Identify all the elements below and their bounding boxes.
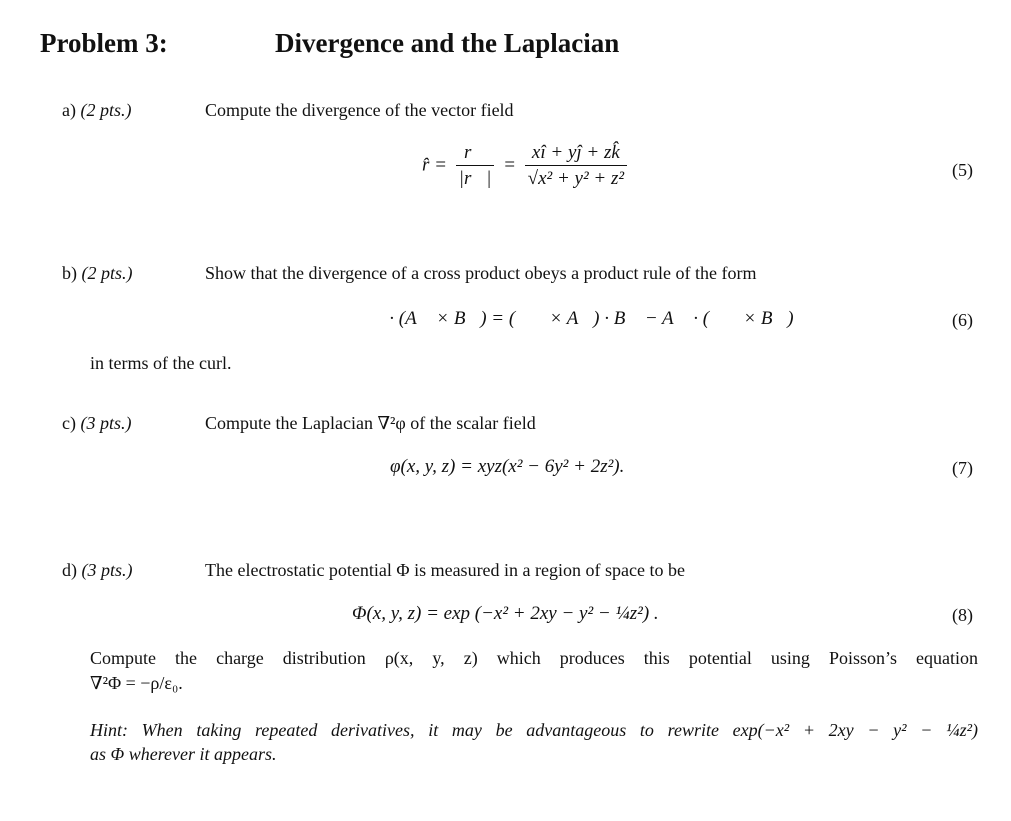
hint-line-1: Hint: When taking repeated derivatives, it may be advantageous to rewrite exp(−x² + 2xy − y² − ¼z²): [90, 720, 978, 740]
equation-number-5: (5): [952, 160, 973, 180]
part-label: d): [62, 560, 77, 580]
part-a-prompt: Compute the divergence of the vector field: [205, 100, 514, 120]
eq5-frac1-denominator: |r⃗|: [458, 168, 492, 189]
part-b-prompt: Show that the divergence of a cross product obeys a product rule of the form: [205, 263, 757, 283]
equation-number-6: (6): [952, 310, 973, 330]
eq5-frac2-denominator: √x² + y² + z²: [527, 168, 625, 189]
equation-6: ∇⃗ · (A⃗ × B⃗) = (∇⃗ × A⃗) · B⃗ − A⃗ · (∇⃗ × B⃗): [355, 308, 794, 329]
eq5-equals: =: [503, 154, 516, 176]
equation-5: [422, 142, 631, 190]
equation-number-8: (8): [952, 605, 973, 625]
part-d-label: [62, 560, 133, 581]
part-label: a): [62, 100, 76, 120]
part-points: (3 pts.): [80, 413, 132, 433]
part-c-label: [62, 413, 131, 434]
part-points: (2 pts.): [80, 100, 132, 120]
part-d-instruction-line-2: ∇²Φ = −ρ/ε₀.: [90, 673, 183, 693]
eq5-lhs: r̂ =: [422, 154, 447, 176]
part-label: c): [62, 413, 76, 433]
part-c-prompt: Compute the Laplacian ∇²φ of the scalar field: [205, 413, 536, 433]
eq5-fraction-1: [456, 142, 495, 190]
eq5-frac2-numerator: xî + yĵ + zk̂: [525, 142, 627, 166]
equation-8: Φ(x, y, z) = exp (−x² + 2xy − y² − ¼z²) .: [352, 603, 659, 624]
part-a-label: [62, 100, 131, 121]
page-title: Divergence and the Laplacian: [275, 28, 620, 58]
part-b-label: [62, 263, 133, 284]
eq5-frac1-numerator: r⃗: [456, 142, 495, 166]
part-d-prompt: The electrostatic potential Φ is measured in a region of space to be: [205, 560, 685, 580]
equation-7: φ(x, y, z) = xyz(x² − 6y² + 2z²).: [390, 456, 625, 477]
part-points: (2 pts.): [81, 263, 133, 283]
part-d-instruction-line-1: Compute the charge distribution ρ(x, y, z) which produces this potential using Poisson’s equation: [90, 648, 978, 668]
part-b-followup: in terms of the curl.: [90, 353, 232, 373]
hint-line-2: as Φ wherever it appears.: [90, 744, 277, 764]
problem-number: Problem 3:: [40, 28, 168, 58]
eq5-fraction-2: [525, 142, 627, 190]
part-points: (3 pts.): [81, 560, 133, 580]
equation-number-7: (7): [952, 458, 973, 478]
part-label: b): [62, 263, 77, 283]
